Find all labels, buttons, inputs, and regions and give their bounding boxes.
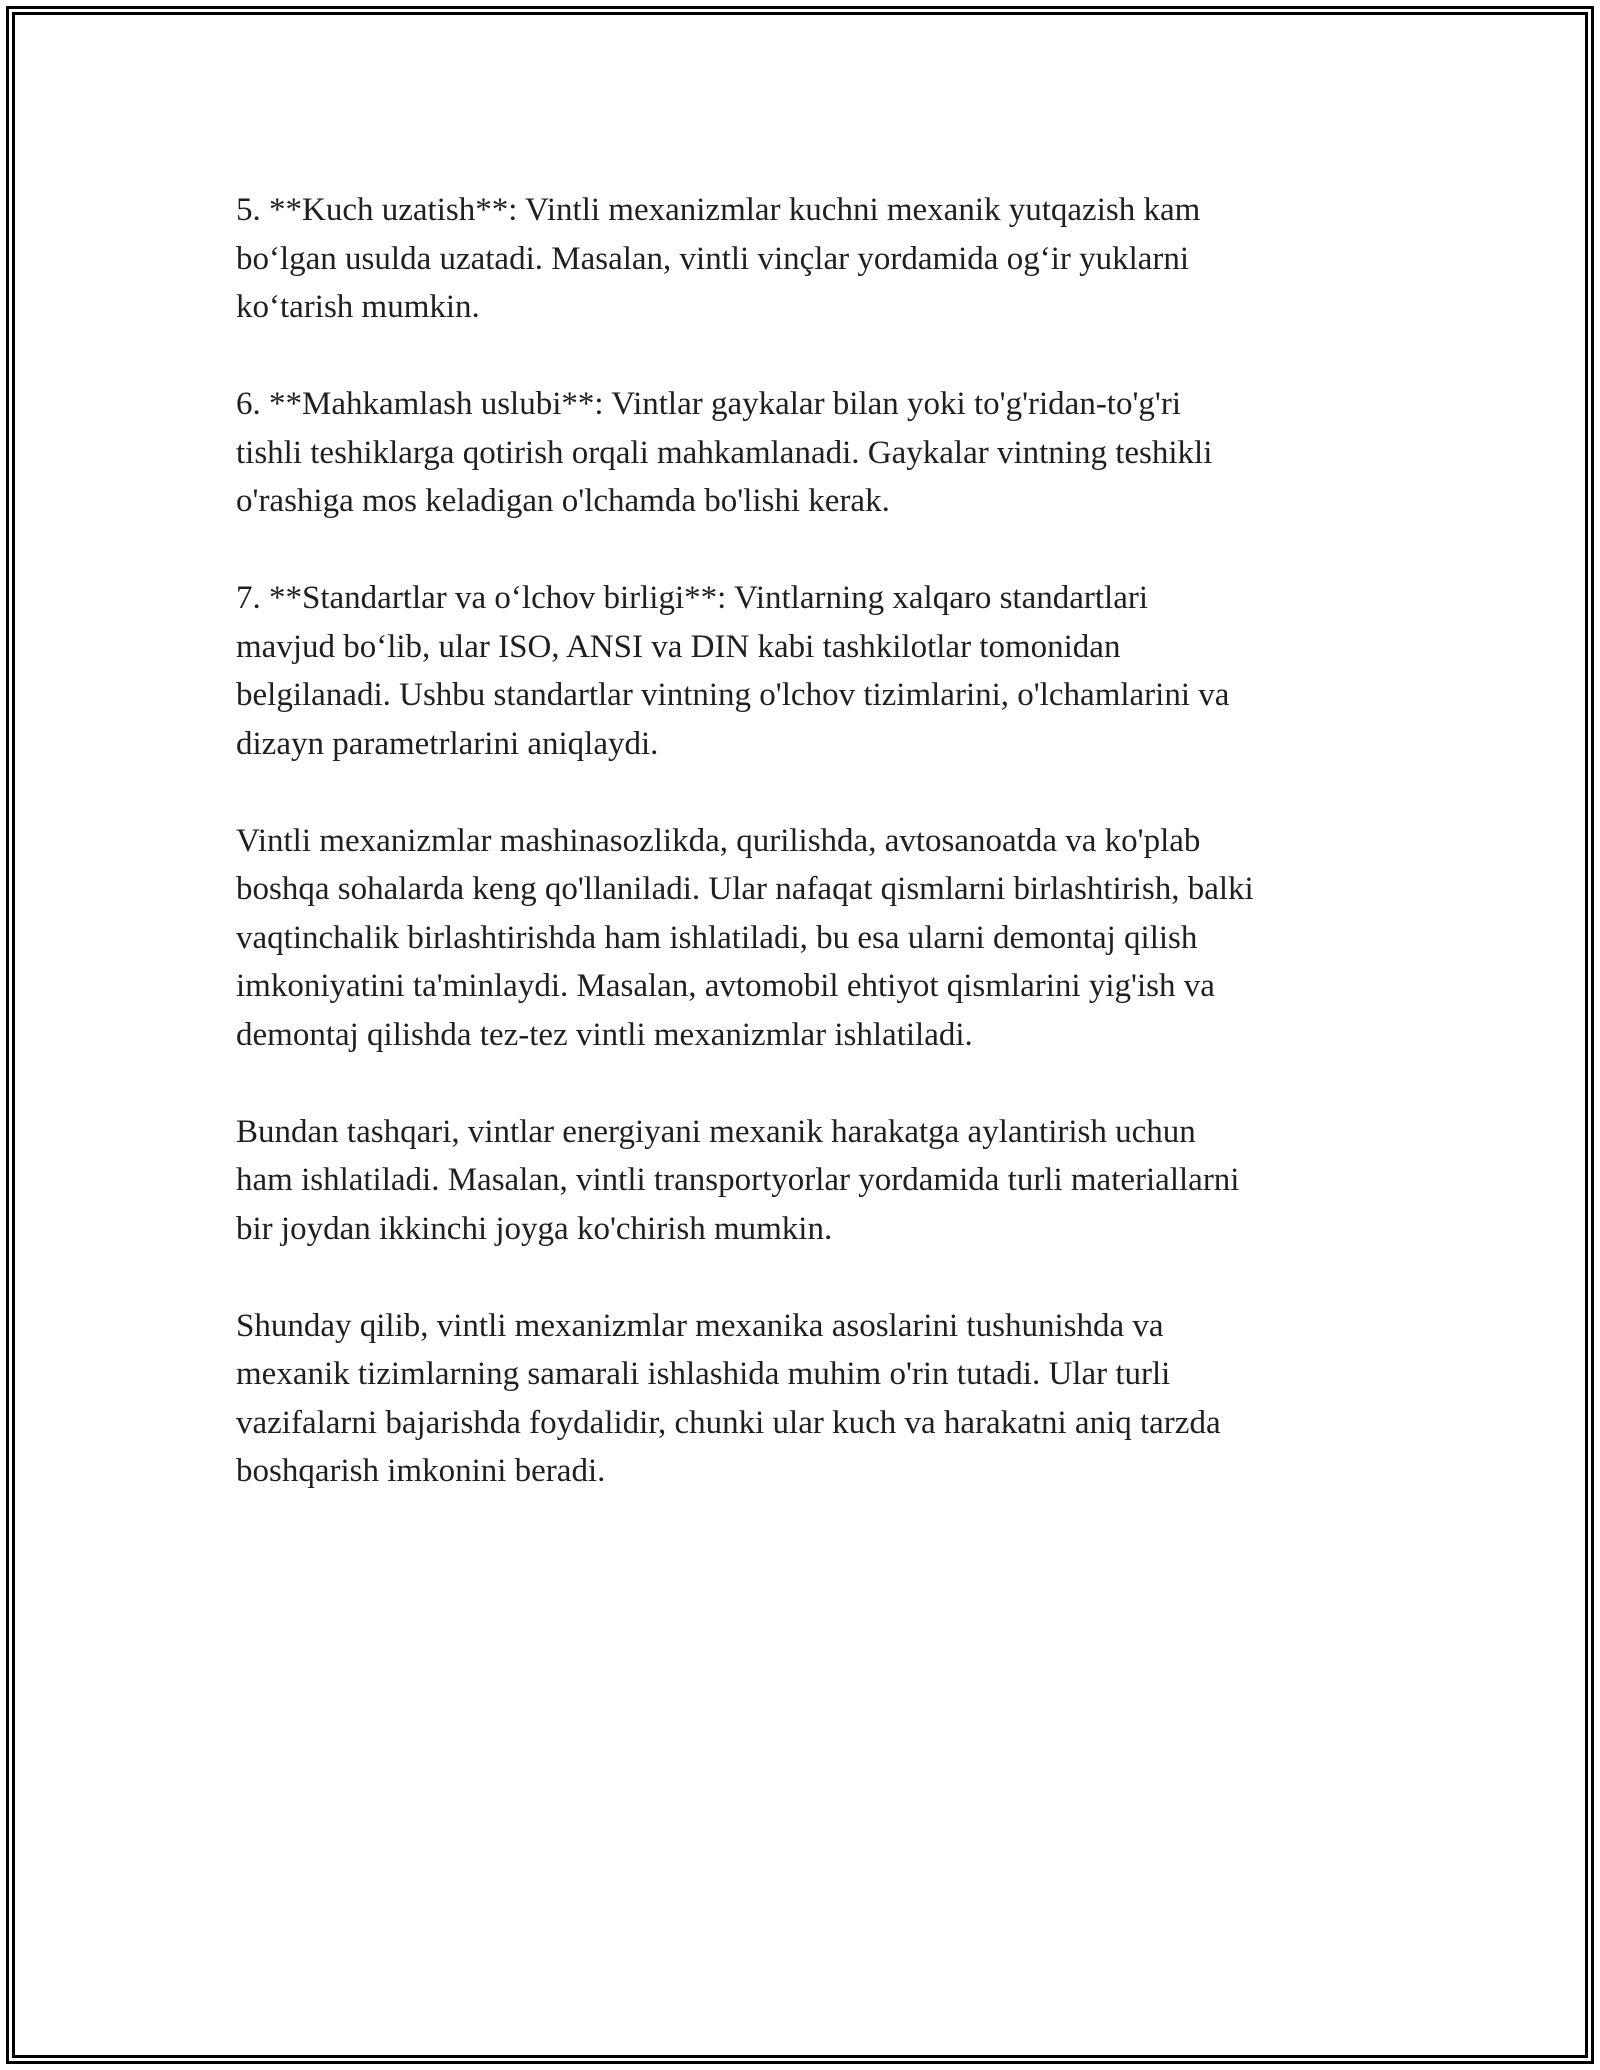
text-line: ko‘tarish mumkin. (236, 289, 480, 325)
text-line: vaqtinchalik birlashtirishda ham ishlatiladi, bu esa ularni demontaj qilish (236, 919, 1198, 956)
text-line: belgilanadi. Ushbu standartlar vintning o'lchov tizimlarini, o'lchamlarini va (236, 677, 1230, 713)
text-line: tishli teshiklarga qotirish orqali mahkamlanadi. Gaykalar vintning teshikli (236, 434, 1213, 471)
paragraph-bundan-tashqari (236, 1108, 1386, 1254)
text-line: boshqa sohalarda keng qo'llaniladi. Ular nafaqat qismlarni birlashtirish, balki (236, 871, 1254, 907)
text-line: Vintli mexanizmlar mashinasozlikda, qurilishda, avtosanoatda va ko'plab (236, 822, 1201, 859)
paragraph-kuch-uzatish (236, 186, 1386, 332)
paragraph-qollanilishi (236, 817, 1386, 1060)
text-line: boshqarish imkonini beradi. (236, 1453, 606, 1489)
text-line: bo‘lgan usulda uzatadi. Masalan, vintli vinçlar yordamida og‘ir yuklarni (236, 240, 1190, 277)
text-line: Bundan tashqari, vintlar energiyani mexanik harakatga aylantirish uchun (236, 1113, 1196, 1150)
text-line: 5. **Kuch uzatish**: Vintli mexanizmlar kuchni mexanik yutqazish kam (236, 192, 1201, 228)
text-line: 6. **Mahkamlash uslubi**: Vintlar gaykalar bilan yoki to'g'ridan-to'g'ri (236, 386, 1182, 422)
text-line: 7. **Standartlar va o‘lchov birligi**: Vintlarning xalqaro standartlari (236, 580, 1149, 616)
text-line: o'rashiga mos keladigan o'lchamda bo'lishi kerak. (236, 483, 890, 519)
text-line: bir joydan ikkinchi joyga ko'chirish mumkin. (236, 1210, 833, 1247)
paragraph-mahkamlash-uslubi (236, 380, 1386, 526)
text-line: ham ishlatiladi. Masalan, vintli transportyorlar yordamida turli materiallarni (236, 1162, 1240, 1198)
document-body (236, 186, 1386, 1544)
text-line: mexanik tizimlarning samarali ishlashida muhim o'rin tutadi. Ular turli (236, 1356, 1171, 1392)
paragraph-xulosa (236, 1302, 1386, 1496)
text-line: imkoniyatini ta'minlaydi. Masalan, avtomobil ehtiyot qismlarini yig'ish va (236, 968, 1215, 1004)
text-line: mavjud bo‘lib, ular ISO, ANSI va DIN kabi tashkilotlar tomonidan (236, 628, 1121, 665)
text-line: demontaj qilishda tez-tez vintli mexanizmlar ishlatiladi. (236, 1016, 973, 1053)
text-line: dizayn parametrlarini aniqlaydi. (236, 725, 659, 762)
text-line: Shunday qilib, vintli mexanizmlar mexanika asoslarini tushunishda va (236, 1307, 1164, 1344)
text-line: vazifalarni bajarishda foydalidir, chunki ular kuch va harakatni aniq tarzda (236, 1404, 1221, 1441)
paragraph-standartlar (236, 574, 1386, 768)
